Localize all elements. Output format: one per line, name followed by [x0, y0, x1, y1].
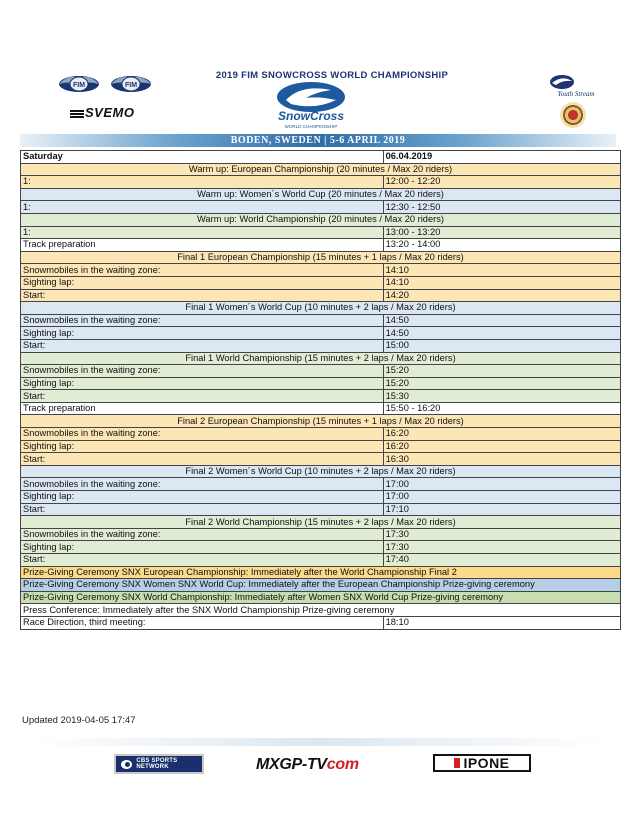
snowcross-logo-text: SnowCross	[277, 109, 345, 123]
schedule-cell-activity: Start:	[21, 390, 384, 403]
schedule-row	[21, 339, 621, 352]
schedule-cell-activity: Start:	[21, 503, 384, 516]
updated-timestamp: Updated 2019-04-05 17:47	[22, 715, 136, 726]
schedule-cell-span: Warm up: Women´s World Cup (20 minutes / Max 20 riders)	[21, 188, 621, 201]
svg-text:FIM: FIM	[124, 82, 138, 89]
schedule-cell-span: Press Conference: Immediately after the SNX World Championship Prize-giving ceremony	[21, 604, 621, 617]
schedule-cell-activity: Sighting lap:	[21, 491, 384, 504]
schedule-row	[21, 554, 621, 567]
schedule-cell-span: Final 2 Women´s World Cup (10 minutes + 2 laps / Max 20 riders)	[21, 465, 621, 478]
schedule-cell-time: 15:00	[383, 339, 620, 352]
schedule-cell-time: 14:10	[383, 276, 620, 289]
schedule-section-header	[21, 415, 621, 428]
schedule-cell-time: 14:50	[383, 314, 620, 327]
schedule-cell-activity: Sighting lap:	[21, 541, 384, 554]
schedule-cell-activity: Snowmobiles in the waiting zone:	[21, 428, 384, 441]
schedule-row	[21, 276, 621, 289]
schedule-cell-span: Final 1 World Championship (15 minutes + 2 laps / Max 20 riders)	[21, 352, 621, 365]
schedule-row	[21, 314, 621, 327]
schedule-cell-time: 13:20 - 14:00	[383, 239, 620, 252]
schedule-cell-span: Prize-Giving Ceremony SNX European Championship: Immediately after the World Championship Final 2	[21, 566, 621, 579]
schedule-cell-time: 17:30	[383, 528, 620, 541]
schedule-cell-activity: 1:	[21, 176, 384, 189]
svemo-logo: SVEMO	[70, 105, 134, 120]
schedule-cell-time: 15:50 - 16:20	[383, 402, 620, 415]
schedule-cell-activity: Sighting lap:	[21, 377, 384, 390]
schedule-cell-time: 17:40	[383, 554, 620, 567]
schedule-cell-time: 12:30 - 12:50	[383, 201, 620, 214]
schedule-section-header	[21, 352, 621, 365]
schedule-row	[21, 528, 621, 541]
schedule-cell-time: 16:20	[383, 440, 620, 453]
schedule-section-header	[21, 302, 621, 315]
schedule-cell-activity: 1:	[21, 201, 384, 214]
schedule-row	[21, 453, 621, 466]
schedule-row	[21, 440, 621, 453]
schedule-cell-time: 14:50	[383, 327, 620, 340]
mxgp-tv-logo: MXGP-TVcom	[256, 756, 359, 773]
schedule-row	[21, 201, 621, 214]
schedule-cell-time: 16:20	[383, 428, 620, 441]
schedule-cell-activity: Snowmobiles in the waiting zone:	[21, 365, 384, 378]
schedule-row	[21, 604, 621, 617]
youth-stream-text: Youth Stream	[557, 90, 595, 98]
cbs-eye-icon	[121, 760, 132, 769]
schedule-row	[21, 226, 621, 239]
cbs-logo-text: CBS SPORTS NETWORK	[136, 757, 178, 770]
schedule-cell-activity: Snowmobiles in the waiting zone:	[21, 314, 384, 327]
schedule-cell-activity: Snowmobiles in the waiting zone:	[21, 528, 384, 541]
schedule-row	[21, 390, 621, 403]
schedule-cell-span: Final 2 European Championship (15 minutes + 1 laps / Max 20 riders)	[21, 415, 621, 428]
schedule-row	[21, 327, 621, 340]
schedule-section-header	[21, 465, 621, 478]
schedule-cell-activity: Sighting lap:	[21, 276, 384, 289]
schedule-cell-activity: Snowmobiles in the waiting zone:	[21, 478, 384, 491]
schedule-cell-time: 17:30	[383, 541, 620, 554]
schedule-row	[21, 566, 621, 579]
schedule-row	[21, 503, 621, 516]
schedule-row	[21, 365, 621, 378]
schedule-cell-time: 13:00 - 13:20	[383, 226, 620, 239]
schedule-cell-activity: Start:	[21, 554, 384, 567]
schedule-table	[20, 150, 621, 630]
cbs-sports-logo	[114, 754, 204, 774]
schedule-cell-time: 12:00 - 12:20	[383, 176, 620, 189]
schedule-cell-span: Warm up: World Championship (20 minutes / Max 20 riders)	[21, 213, 621, 226]
schedule-cell-activity: Sighting lap:	[21, 327, 384, 340]
schedule-cell-activity: Start:	[21, 289, 384, 302]
schedule-cell-time: 06.04.2019	[383, 151, 620, 164]
schedule-cell-activity: Saturday	[21, 151, 384, 164]
schedule-cell-activity: Start:	[21, 453, 384, 466]
schedule-cell-time: 14:20	[383, 289, 620, 302]
schedule-row	[21, 478, 621, 491]
schedule-cell-time: 14:10	[383, 264, 620, 277]
emblem-seal	[560, 102, 586, 128]
schedule-row	[21, 151, 621, 164]
snowcross-logo-subtext: WORLD CHAMPIONSHIP	[284, 124, 338, 129]
schedule-cell-span: Final 1 European Championship (15 minutes + 1 laps / Max 20 riders)	[21, 251, 621, 264]
schedule-cell-time: 15:20	[383, 365, 620, 378]
schedule-row	[21, 541, 621, 554]
schedule-section-header	[21, 163, 621, 176]
schedule-cell-time: 15:20	[383, 377, 620, 390]
svg-text:FIM: FIM	[72, 82, 86, 89]
schedule-row	[21, 289, 621, 302]
schedule-cell-time: 16:30	[383, 453, 620, 466]
youth-stream-logo	[542, 72, 602, 100]
schedule-section-header	[21, 188, 621, 201]
schedule-cell-activity: Sighting lap:	[21, 440, 384, 453]
footer-divider	[30, 738, 606, 746]
schedule-section-header	[21, 516, 621, 529]
schedule-row	[21, 402, 621, 415]
schedule-cell-span: Prize-Giving Ceremony SNX Women SNX World Cup: Immediately after the European Championship Prize-giving ceremony	[21, 579, 621, 592]
page-header	[20, 58, 616, 134]
schedule-row	[21, 176, 621, 189]
schedule-row	[21, 591, 621, 604]
schedule-cell-time: 15:30	[383, 390, 620, 403]
fim-europe-logo	[110, 72, 152, 96]
schedule-cell-activity: Snowmobiles in the waiting zone:	[21, 264, 384, 277]
schedule-section-header	[21, 213, 621, 226]
schedule-cell-activity: Race Direction, third meeting:	[21, 616, 384, 629]
schedule-cell-activity: Track preparation	[21, 402, 384, 415]
snowcross-logo	[256, 80, 366, 132]
schedule-row	[21, 377, 621, 390]
fim-logo	[58, 72, 100, 96]
schedule-row	[21, 579, 621, 592]
schedule-row	[21, 428, 621, 441]
schedule-section-header	[21, 251, 621, 264]
schedule-cell-activity: Start:	[21, 339, 384, 352]
schedule-row	[21, 264, 621, 277]
schedule-row	[21, 239, 621, 252]
schedule-cell-time: 17:10	[383, 503, 620, 516]
schedule-row	[21, 491, 621, 504]
schedule-cell-time: 18:10	[383, 616, 620, 629]
event-banner: BODEN, SWEDEN | 5-6 APRIL 2019	[20, 134, 616, 147]
schedule-cell-span: Final 2 World Championship (15 minutes + 2 laps / Max 20 riders)	[21, 516, 621, 529]
schedule-row	[21, 616, 621, 629]
ipone-logo: IPONE	[433, 754, 531, 772]
schedule-cell-activity: 1:	[21, 226, 384, 239]
schedule-cell-time: 17:00	[383, 478, 620, 491]
schedule-cell-activity: Track preparation	[21, 239, 384, 252]
schedule-cell-span: Final 1 Women´s World Cup (10 minutes + 2 laps / Max 20 riders)	[21, 302, 621, 315]
schedule-cell-span: Prize-Giving Ceremony SNX World Championship: Immediately after Women SNX World Cup Prize-giving ceremony	[21, 591, 621, 604]
championship-title: 2019 FIM SNOWCROSS WORLD CHAMPIONSHIP	[215, 70, 449, 81]
schedule-cell-time: 17:00	[383, 491, 620, 504]
schedule-cell-span: Warm up: European Championship (20 minutes / Max 20 riders)	[21, 163, 621, 176]
